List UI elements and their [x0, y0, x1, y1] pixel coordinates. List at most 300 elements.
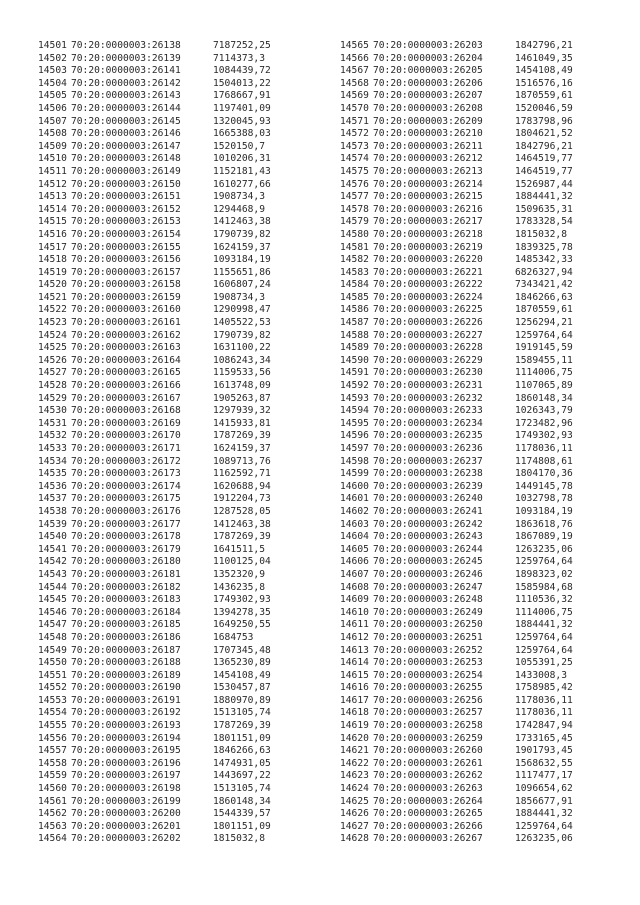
value-cell: 1055391,25: [515, 657, 573, 669]
row-number: 14617: [340, 694, 369, 706]
table-row: [38, 166, 271, 179]
table-row: [340, 128, 573, 141]
table-row: [38, 229, 271, 242]
value-cell: 1846266,63: [515, 291, 573, 303]
value-cell: 1256294,21: [515, 317, 573, 329]
table-row: [38, 481, 271, 494]
row-number: 14585: [340, 291, 369, 303]
row-number: 14592: [340, 380, 369, 392]
table-row: [38, 569, 271, 582]
row-number: 14507: [38, 115, 67, 127]
cadastral-number: 70:20:0000003:26220: [373, 254, 483, 266]
cadastral-number: 70:20:0000003:26215: [373, 191, 483, 203]
value-cell: 1089713,76: [213, 455, 271, 467]
value-cell: 1178036,11: [515, 707, 573, 719]
cadastral-number: 70:20:0000003:26180: [71, 556, 181, 568]
table-row: [38, 456, 271, 469]
cadastral-number: 70:20:0000003:26188: [71, 657, 181, 669]
value-cell: 1513105,74: [213, 783, 271, 795]
row-number: 14530: [38, 405, 67, 417]
value-cell: 1086243,34: [213, 354, 271, 366]
value-cell: 1394278,35: [213, 606, 271, 618]
value-cell: 1624159,37: [213, 443, 271, 454]
cadastral-number: 70:20:0000003:26258: [373, 720, 483, 732]
value-cell: 1259764,64: [515, 644, 573, 656]
table-row: [340, 645, 573, 658]
row-number: 14546: [38, 606, 67, 618]
row-number: 14554: [38, 707, 67, 719]
value-cell: 1804621,52: [515, 128, 573, 140]
cadastral-number: 70:20:0000003:26205: [373, 65, 483, 77]
row-number: 14511: [38, 165, 67, 177]
left-column: [38, 40, 271, 846]
table-row: [340, 531, 573, 544]
row-number: 14526: [38, 354, 67, 366]
cadastral-number: 70:20:0000003:26255: [373, 682, 483, 694]
value-cell: 1259764,64: [515, 556, 573, 568]
row-number: 14598: [340, 455, 369, 467]
cadastral-number: 70:20:0000003:26208: [373, 102, 483, 114]
table-row: [340, 758, 573, 771]
row-number: 14510: [38, 153, 67, 165]
row-number: 14508: [38, 128, 67, 140]
row-number: 14600: [340, 480, 369, 492]
value-cell: 1846266,63: [213, 745, 271, 757]
value-cell: 1152181,43: [213, 165, 271, 177]
value-cell: 1787269,39: [213, 720, 271, 732]
table-row: [38, 783, 271, 796]
table-row: [38, 682, 271, 695]
row-number: 14611: [340, 619, 369, 631]
row-number: 14621: [340, 745, 369, 757]
row-number: 14573: [340, 140, 369, 152]
value-cell: 1100125,04: [213, 556, 271, 568]
value-cell: 1263235,06: [515, 543, 573, 555]
row-number: 14574: [340, 153, 369, 165]
row-number: 14575: [340, 165, 369, 177]
table-row: [340, 695, 573, 708]
value-cell: 1096654,62: [515, 783, 573, 795]
table-row: [340, 430, 573, 443]
value-cell: 1842796,21: [515, 140, 573, 152]
cadastral-number: 70:20:0000003:26183: [71, 594, 181, 606]
table-row: [340, 191, 573, 204]
table-row: [38, 493, 271, 506]
row-number: 14601: [340, 493, 369, 505]
table-row: [340, 216, 573, 229]
value-cell: 1707345,48: [213, 644, 271, 656]
value-cell: 1641511,5: [213, 543, 265, 555]
value-cell: 1733165,45: [515, 732, 573, 744]
table-row: [340, 179, 573, 192]
table-row: [340, 367, 573, 380]
row-number: 14602: [340, 505, 369, 517]
table-row: [340, 745, 573, 758]
value-cell: 1589455,11: [515, 354, 573, 366]
cadastral-number: 70:20:0000003:26235: [373, 430, 483, 442]
cadastral-number: 70:20:0000003:26155: [71, 241, 181, 253]
table-row: [38, 430, 271, 443]
cadastral-number: 70:20:0000003:26168: [71, 405, 181, 417]
value-cell: 1290998,47: [213, 304, 271, 316]
table-row: [38, 393, 271, 406]
row-number: 14613: [340, 644, 369, 656]
table-row: [340, 569, 573, 582]
table-row: [38, 90, 271, 103]
cadastral-number: 70:20:0000003:26185: [71, 619, 181, 631]
value-cell: 1815032,8: [213, 833, 265, 845]
table-row: [340, 116, 573, 129]
value-cell: 1749302,93: [213, 594, 271, 606]
value-cell: 1084439,72: [213, 65, 271, 77]
table-row: [340, 279, 573, 292]
value-cell: 1263235,06: [515, 833, 573, 845]
row-number: 14582: [340, 254, 369, 266]
value-cell: 1197401,09: [213, 102, 271, 114]
cadastral-number: 70:20:0000003:26199: [71, 795, 181, 807]
row-number: 14541: [38, 543, 67, 555]
cadastral-number: 70:20:0000003:26238: [373, 468, 483, 480]
value-cell: 1320045,93: [213, 115, 271, 127]
cadastral-number: 70:20:0000003:26160: [71, 304, 181, 316]
table-row: [340, 594, 573, 607]
table-row: [340, 544, 573, 557]
table-row: [340, 65, 573, 78]
value-cell: 1461049,35: [515, 52, 573, 64]
row-number: 14570: [340, 102, 369, 114]
row-number: 14509: [38, 140, 67, 152]
cadastral-number: 70:20:0000003:26139: [71, 52, 181, 64]
cadastral-number: 70:20:0000003:26184: [71, 606, 181, 618]
table-row: [38, 808, 271, 821]
table-row: [38, 833, 271, 846]
cadastral-number: 70:20:0000003:26158: [71, 279, 181, 291]
cadastral-number: 70:20:0000003:26167: [71, 392, 181, 404]
row-number: 14523: [38, 317, 67, 329]
cadastral-number: 70:20:0000003:26164: [71, 354, 181, 366]
cadastral-number: 70:20:0000003:26267: [373, 833, 483, 845]
value-cell: 1412463,38: [213, 216, 271, 228]
table-row: [38, 758, 271, 771]
row-number: 14518: [38, 254, 67, 266]
cadastral-number: 70:20:0000003:26197: [71, 770, 181, 782]
cadastral-number: 70:20:0000003:26261: [373, 757, 483, 769]
row-number: 14590: [340, 354, 369, 366]
cadastral-number: 70:20:0000003:26161: [71, 317, 181, 329]
value-cell: 1912204,73: [213, 493, 271, 505]
row-number: 14567: [340, 65, 369, 77]
value-cell: 1093184,19: [515, 505, 573, 517]
cadastral-number: 70:20:0000003:26192: [71, 707, 181, 719]
row-number: 14627: [340, 820, 369, 832]
value-cell: 1908734,3: [213, 191, 265, 203]
row-number: 14539: [38, 518, 67, 530]
row-number: 14547: [38, 619, 67, 631]
cadastral-number: 70:20:0000003:26266: [373, 820, 483, 832]
value-cell: 1815032,8: [515, 228, 567, 240]
table-row: [340, 254, 573, 267]
cadastral-number: 70:20:0000003:26193: [71, 720, 181, 732]
table-row: [340, 796, 573, 809]
table-row: [38, 607, 271, 620]
value-cell: 1026343,79: [515, 405, 573, 417]
value-cell: 1842796,21: [515, 40, 573, 51]
row-number: 14583: [340, 266, 369, 278]
cadastral-number: 70:20:0000003:26246: [373, 568, 483, 580]
value-cell: 1485342,33: [515, 254, 573, 266]
table-row: [340, 707, 573, 720]
cadastral-number: 70:20:0000003:26198: [71, 783, 181, 795]
cadastral-number: 70:20:0000003:26166: [71, 380, 181, 392]
cadastral-number: 70:20:0000003:26186: [71, 631, 181, 643]
cadastral-number: 70:20:0000003:26257: [373, 707, 483, 719]
row-number: 14604: [340, 531, 369, 543]
value-cell: 1259764,64: [515, 631, 573, 643]
cadastral-number: 70:20:0000003:26242: [373, 518, 483, 530]
row-number: 14550: [38, 657, 67, 669]
cadastral-number: 70:20:0000003:26187: [71, 644, 181, 656]
cadastral-number: 70:20:0000003:26163: [71, 342, 181, 354]
cadastral-number: 70:20:0000003:26170: [71, 430, 181, 442]
row-number: 14586: [340, 304, 369, 316]
cadastral-number: 70:20:0000003:26218: [373, 228, 483, 240]
value-cell: 1405522,53: [213, 317, 271, 329]
value-cell: 1415933,81: [213, 417, 271, 429]
row-number: 14624: [340, 783, 369, 795]
value-cell: 1908734,3: [213, 291, 265, 303]
cadastral-number: 70:20:0000003:26251: [373, 631, 483, 643]
row-number: 14591: [340, 367, 369, 379]
row-number: 14549: [38, 644, 67, 656]
row-number: 14568: [340, 77, 369, 89]
row-number: 14596: [340, 430, 369, 442]
table-row: [38, 556, 271, 569]
cadastral-number: 70:20:0000003:26153: [71, 216, 181, 228]
table-row: [38, 707, 271, 720]
table-row: [38, 153, 271, 166]
cadastral-number: 70:20:0000003:26217: [373, 216, 483, 228]
cadastral-number: 70:20:0000003:26211: [373, 140, 483, 152]
value-cell: 1610277,66: [213, 178, 271, 190]
cadastral-number: 70:20:0000003:26201: [71, 820, 181, 832]
cadastral-number: 70:20:0000003:26236: [373, 443, 483, 454]
table-row: [38, 380, 271, 393]
cadastral-number: 70:20:0000003:26195: [71, 745, 181, 757]
table-row: [38, 695, 271, 708]
cadastral-number: 70:20:0000003:26154: [71, 228, 181, 240]
cadastral-number: 70:20:0000003:26253: [373, 657, 483, 669]
table-row: [340, 481, 573, 494]
table-row: [340, 632, 573, 645]
cadastral-number: 70:20:0000003:26176: [71, 505, 181, 517]
value-cell: 1294468,9: [213, 203, 265, 215]
value-cell: 1504013,22: [213, 77, 271, 89]
value-cell: 1412463,38: [213, 518, 271, 530]
table-row: [340, 720, 573, 733]
cadastral-number: 70:20:0000003:26239: [373, 480, 483, 492]
table-row: [340, 808, 573, 821]
table-row: [340, 456, 573, 469]
row-number: 14519: [38, 266, 67, 278]
row-number: 14514: [38, 203, 67, 215]
row-number: 14529: [38, 392, 67, 404]
value-cell: 1568632,55: [515, 757, 573, 769]
cadastral-number: 70:20:0000003:26263: [373, 783, 483, 795]
value-cell: 1509635,31: [515, 203, 573, 215]
cadastral-number: 70:20:0000003:26145: [71, 115, 181, 127]
value-cell: 1107065,89: [515, 380, 573, 392]
table-row: [38, 53, 271, 66]
table-row: [38, 531, 271, 544]
row-number: 14522: [38, 304, 67, 316]
table-row: [38, 304, 271, 317]
cadastral-number: 70:20:0000003:26221: [373, 266, 483, 278]
table-row: [38, 619, 271, 632]
value-cell: 1880970,89: [213, 694, 271, 706]
cadastral-number: 70:20:0000003:26247: [373, 581, 483, 593]
table-row: [340, 783, 573, 796]
cadastral-number: 70:20:0000003:26143: [71, 90, 181, 102]
row-number: 14561: [38, 795, 67, 807]
table-row: [340, 582, 573, 595]
cadastral-number: 70:20:0000003:26245: [373, 556, 483, 568]
table-row: [340, 267, 573, 280]
table-row: [38, 128, 271, 141]
table-row: [38, 733, 271, 746]
value-cell: 1758985,42: [515, 682, 573, 694]
cadastral-number: 70:20:0000003:26252: [373, 644, 483, 656]
value-cell: 1174808,61: [515, 455, 573, 467]
row-number: 14536: [38, 480, 67, 492]
row-number: 14576: [340, 178, 369, 190]
table-row: [38, 103, 271, 116]
value-cell: 1433008,3: [515, 669, 567, 681]
row-number: 14599: [340, 468, 369, 480]
table-row: [340, 506, 573, 519]
cadastral-number: 70:20:0000003:26248: [373, 594, 483, 606]
cadastral-number: 70:20:0000003:26210: [373, 128, 483, 140]
value-cell: 1585984,68: [515, 581, 573, 593]
table-row: [38, 632, 271, 645]
row-number: 14566: [340, 52, 369, 64]
row-number: 14620: [340, 732, 369, 744]
value-cell: 1010206,31: [213, 153, 271, 165]
table-row: [340, 607, 573, 620]
value-cell: 1162592,71: [213, 468, 271, 480]
cadastral-number: 70:20:0000003:26179: [71, 543, 181, 555]
value-cell: 1526987,44: [515, 178, 573, 190]
value-cell: 6826327,94: [515, 266, 573, 278]
row-number: 14538: [38, 505, 67, 517]
row-number: 14501: [38, 40, 67, 51]
row-number: 14588: [340, 329, 369, 341]
value-cell: 1649250,55: [213, 619, 271, 631]
cadastral-number: 70:20:0000003:26177: [71, 518, 181, 530]
value-cell: 1436235,8: [213, 581, 265, 593]
row-number: 14609: [340, 594, 369, 606]
table-row: [38, 78, 271, 91]
table-row: [38, 443, 271, 456]
row-number: 14562: [38, 808, 67, 820]
cadastral-number: 70:20:0000003:26144: [71, 102, 181, 114]
table-row: [38, 216, 271, 229]
cadastral-number: 70:20:0000003:26259: [373, 732, 483, 744]
value-cell: 7343421,42: [515, 279, 573, 291]
value-cell: 1898323,02: [515, 568, 573, 580]
cadastral-number: 70:20:0000003:26214: [373, 178, 483, 190]
value-cell: 1114006,75: [515, 367, 573, 379]
table-row: [340, 78, 573, 91]
cadastral-number: 70:20:0000003:26262: [373, 770, 483, 782]
row-number: 14548: [38, 631, 67, 643]
row-number: 14555: [38, 720, 67, 732]
value-cell: 1884441,32: [515, 619, 573, 631]
cadastral-number: 70:20:0000003:26142: [71, 77, 181, 89]
row-number: 14558: [38, 757, 67, 769]
cadastral-number: 70:20:0000003:26162: [71, 329, 181, 341]
row-number: 14625: [340, 795, 369, 807]
table-row: [38, 657, 271, 670]
table-row: [340, 670, 573, 683]
table-row: [340, 619, 573, 632]
row-number: 14614: [340, 657, 369, 669]
value-cell: 1860148,34: [515, 392, 573, 404]
row-number: 14626: [340, 808, 369, 820]
row-number: 14512: [38, 178, 67, 190]
row-number: 14569: [340, 90, 369, 102]
cadastral-number: 70:20:0000003:26178: [71, 531, 181, 543]
row-number: 14603: [340, 518, 369, 530]
row-number: 14524: [38, 329, 67, 341]
table-row: [340, 40, 573, 53]
value-cell: 1919145,59: [515, 342, 573, 354]
cadastral-number: 70:20:0000003:26171: [71, 443, 181, 454]
row-number: 14515: [38, 216, 67, 228]
table-row: [38, 582, 271, 595]
row-number: 14622: [340, 757, 369, 769]
row-number: 14544: [38, 581, 67, 593]
cadastral-number: 70:20:0000003:26146: [71, 128, 181, 140]
value-cell: 1804170,36: [515, 468, 573, 480]
table-row: [38, 179, 271, 192]
cadastral-number: 70:20:0000003:26260: [373, 745, 483, 757]
row-number: 14560: [38, 783, 67, 795]
row-number: 14589: [340, 342, 369, 354]
value-cell: 1783328,54: [515, 216, 573, 228]
row-number: 14623: [340, 770, 369, 782]
table-row: [38, 796, 271, 809]
value-cell: 1905263,87: [213, 392, 271, 404]
table-row: [38, 116, 271, 129]
cadastral-number: 70:20:0000003:26265: [373, 808, 483, 820]
cadastral-number: 70:20:0000003:26224: [373, 291, 483, 303]
row-number: 14535: [38, 468, 67, 480]
table-row: [38, 254, 271, 267]
value-cell: 1624159,37: [213, 241, 271, 253]
table-row: [38, 670, 271, 683]
table-row: [340, 770, 573, 783]
row-number: 14595: [340, 417, 369, 429]
table-row: [340, 242, 573, 255]
value-cell: 1464519,77: [515, 165, 573, 177]
row-number: 14505: [38, 90, 67, 102]
table-row: [38, 40, 271, 53]
table-row: [340, 153, 573, 166]
row-number: 14502: [38, 52, 67, 64]
table-row: [38, 645, 271, 658]
value-cell: 1606807,24: [213, 279, 271, 291]
value-cell: 1801151,09: [213, 820, 271, 832]
